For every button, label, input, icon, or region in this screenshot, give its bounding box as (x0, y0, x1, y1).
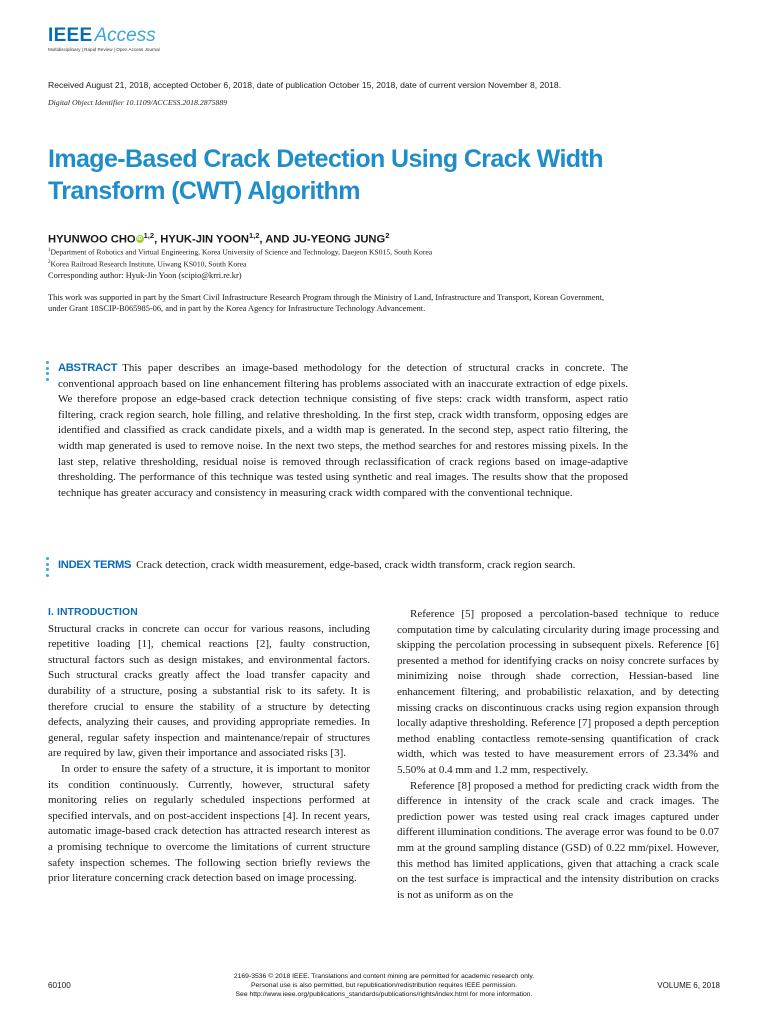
body-paragraph: Reference [8] proposed a method for predicting crack width from the difference in intensity of the crack scale and crack images. The prediction power was tested using real crack images captured under different illumination conditions. The average error was found to be 0.07 mm at the ground sampling distance (GSD) of 0.22 mm/pixel. However, this method has limited applications, given that attaching a crack scale on the test surface is impractical and the intensity distribution on cracks is not as uniform as on the (397, 779, 719, 901)
affiliation-text: Department of Robotics and Virtual Engineering, Korea University of Science and Technology, Daejeon KS015, South Korea (50, 247, 433, 257)
affiliation-number: 1 (48, 248, 51, 253)
author-separator: , AND (259, 233, 293, 246)
copyright-line: Personal use is also permitted, but republication/redistribution requires IEEE permission. (251, 982, 517, 989)
logo-tagline: Multidisciplinary | Rapid Review | Open Access Journal (48, 47, 160, 52)
volume-label: VOLUME 6, 2018 (657, 981, 720, 990)
doi-line: Digital Object Identifier 10.1109/ACCESS.2018.2875889 (48, 98, 228, 107)
received-dates: Received August 21, 2018, accepted October 6, 2018, date of publication October 15, 2018, date of current version November 8, 2018. (48, 80, 562, 90)
abstract-label: ABSTRACT (58, 362, 118, 374)
abstract (58, 361, 628, 501)
page-number: 60100 (48, 981, 71, 990)
affiliation-number: 2 (48, 260, 51, 266)
logo-ieee: IEEE (48, 25, 93, 46)
affiliation-text: Korea Railroad Research Institute, Uiwang KS010, South Korea (50, 259, 247, 269)
affiliation-2 (48, 258, 432, 270)
author-affil-sup: 1,2 (248, 231, 260, 240)
funding-statement: This work was supported in part by the Smart Civil Infrastructure Research Program through the Ministry of Land, Infrastructure and Transport, Korean Government, under Grant 18SCIP-B065985-06, and in part by the Korea Agency for Infrastructure Technology Advancement. (48, 293, 605, 313)
copyright-notice (0, 972, 768, 999)
section-heading: I. INTRODUCTION (48, 607, 138, 618)
corresponding-author: Corresponding author: Hyuk-Jin Yoon (scipio@krri.re.kr) (48, 271, 242, 280)
author-list (48, 231, 389, 246)
paper-title: Image-Based Crack Detection Using Crack Width Transform (CWT) Algorithm (48, 145, 603, 205)
logo-wordmark (48, 26, 160, 46)
left-column (48, 605, 370, 887)
abstract-marker-icon (46, 361, 50, 383)
body-paragraph: In order to ensure the safety of a structure, it is important to monitor its condition continuously. Currently, however, structural safety monitoring relies on regularly scheduled inspections performed at specified intervals, and on post-accident inspections [4]. In recent years, automatic image-based crack detection has attracted research interest as a promising technique to overcome the limitations of current structure safety inspection schemes. The following section briefly reviews the prior literature concerning crack detection based on image processing. (48, 762, 370, 885)
affiliations (48, 246, 432, 270)
right-column (397, 607, 719, 903)
logo-access: Access (94, 25, 156, 46)
body-paragraph: Reference [5] proposed a percolation-based technique to reduce computation time by calculating circularity during image processing and skipping the percolation processing in subsequent pixels. Reference [6] presented a method for identifying cracks on noisy concrete surfaces by minimizing noise through shade correction, Hessian-based line enhancement filtering, and probabilistic relaxation, and by detecting missing cracks on discontinuous cracks using region expansion through locally adaptive thresholding. Reference [7] proposed a depth perception method enabling contactless remote-sensing quantification of crack width, which was tested to have measurement errors of 23.34% and 5.50% at 0.4 mm and 1.2 mm, respectively. (397, 608, 719, 776)
copyright-line: 2169-3536 © 2018 IEEE. Translations and content mining are permitted for academic research only. (233, 973, 535, 980)
author-separator: , (154, 233, 161, 246)
rights-link[interactable]: See http://www.ieee.org/publications_standards/publications/rights/index.html for more information. (235, 991, 533, 998)
author-affil-sup: 1,2 (143, 231, 155, 240)
body-paragraph: Structural cracks in concrete can occur for various reasons, including repetitive loading [1], chemical reactions [2], faulty construction, structural factors such as design mistakes, and environmental factors. Such structural cracks greatly affect the load transfer capacity and durability of a structure, posing a substantial risk to its safety. It is therefore crucial to ensure the stability of a structure by detecting defects, analyzing their causes, and providing appropriate remedies. In general, regular safety inspection and maintenance/repair of structures are required by law, given their importance and associated risks [3]. (48, 622, 370, 760)
journal-logo (48, 26, 160, 52)
index-terms-text: Crack detection, crack width measurement, edge-based, crack width transform, crack region search. (136, 559, 576, 571)
abstract-text: This paper describes an image-based methodology for the detection of structural cracks in concrete. The conventional approach based on line enhancement filtering has problems associated with an inaccurate extraction of edge pixels. We therefore propose an edge-based crack detection technique consisting of five steps: crack width transform, aspect ratio filtering, crack region search, hole filling, and relative thresholding. In the first step, crack width transform, opposing edges are identified and classified as crack candidate pixels, and a width map is generated. In the second step, aspect ratio filtering, the width map generated is used to remove noise. In the next two steps, the method searches for and restores missing pixels. In the last step, relative thresholding, residual noise is removed through reclassification of crack regions based on image-adaptive thresholding. The performance of this technique was tested using synthetic and real images. The results show that the proposed technique has greater accuracy and consistency in measuring crack width compared with the conventional technique. (58, 362, 628, 499)
index-terms-label: INDEX TERMS (58, 559, 132, 571)
author-name: HYUK-JIN YOON (160, 233, 249, 246)
index-terms-marker-icon (46, 557, 50, 579)
index-terms (58, 558, 628, 574)
author-name: HYUNWOO CHO (48, 233, 136, 246)
author-affil-sup: 2 (385, 231, 390, 240)
author-name: JU-YEONG JUNG (292, 233, 386, 246)
orcid-icon[interactable]: iD (137, 235, 143, 242)
affiliation-1 (48, 246, 432, 258)
